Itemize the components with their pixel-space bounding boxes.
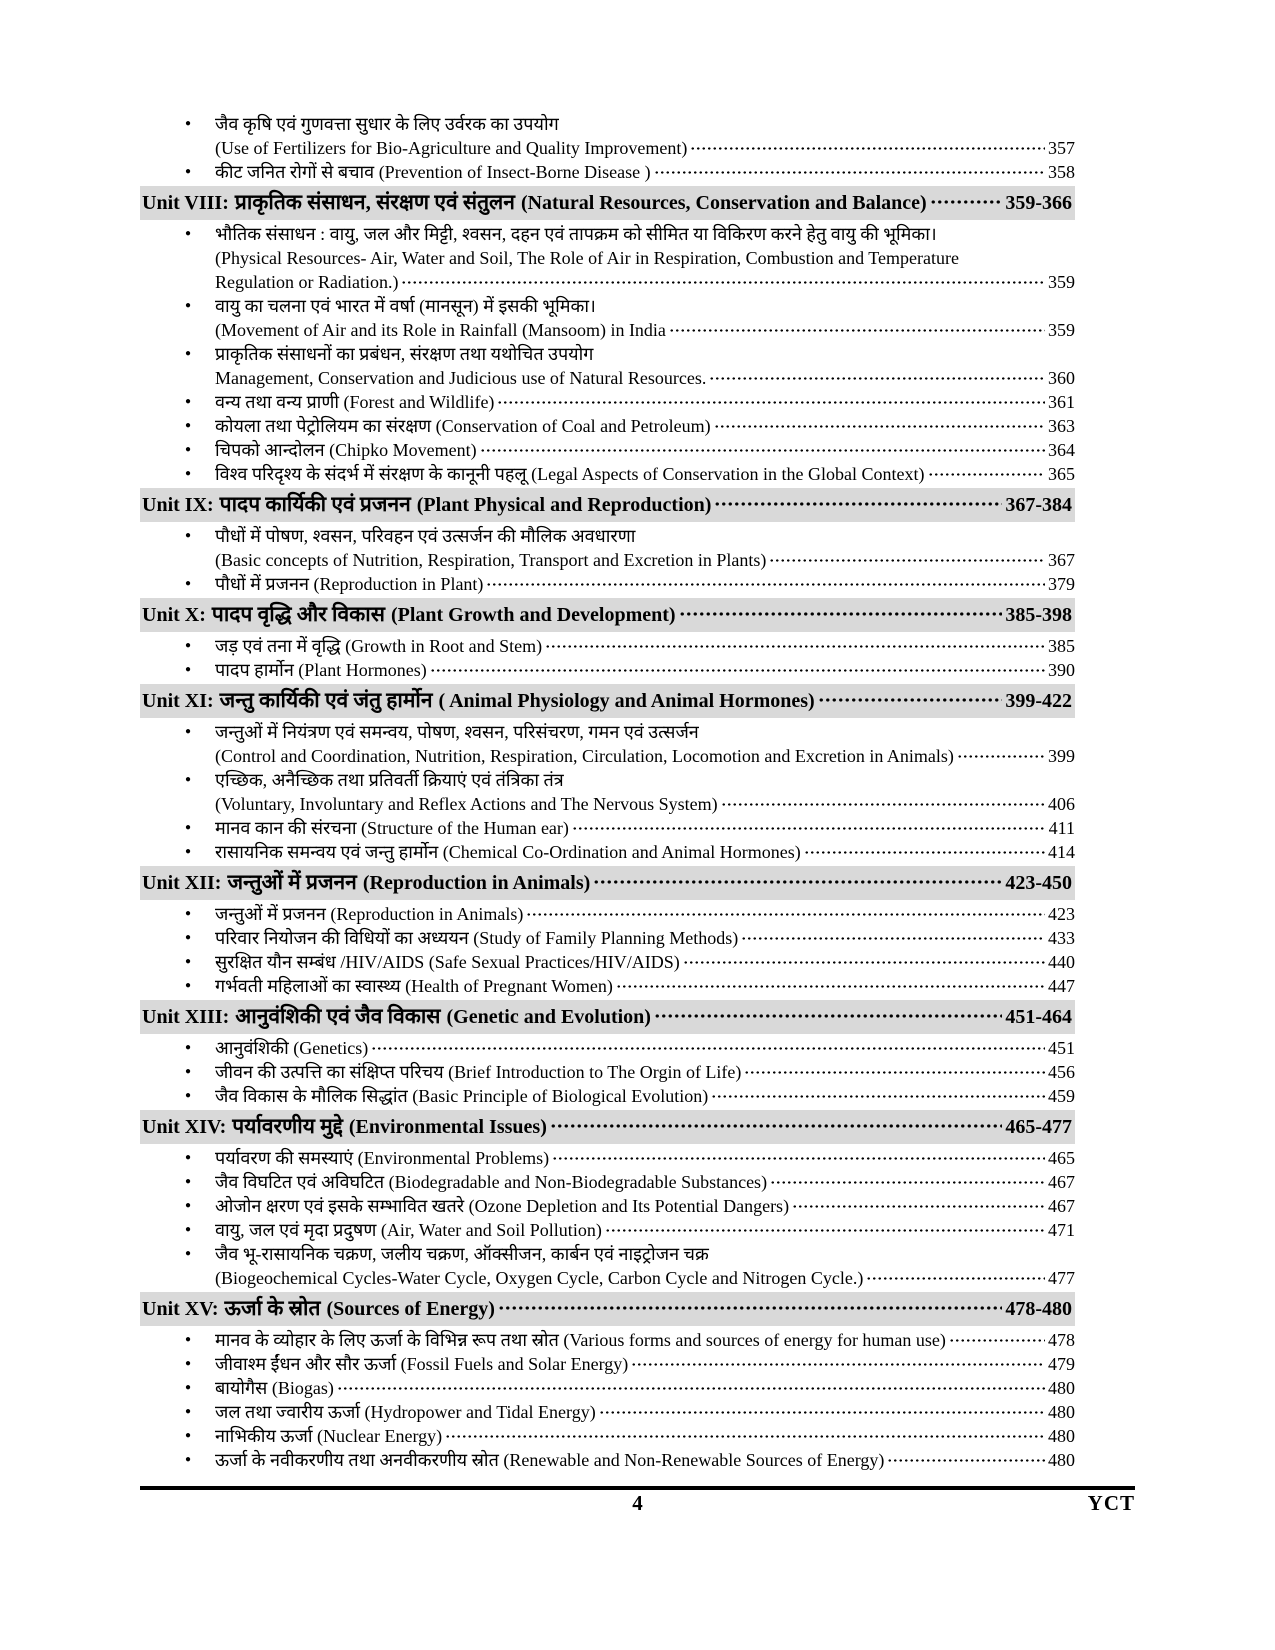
unit-title-english: (Reproduction in Animals) — [362, 872, 591, 894]
unit-page-range: 385-398 — [1005, 604, 1072, 626]
item-text: वायु, जल एवं मृदा प्रदुषण (Air, Water and Soil Pollution) — [215, 1220, 602, 1240]
unit-title-english: (Natural Resources, Conservation and Balance) — [520, 192, 927, 214]
item-text: पादप हार्मोन (Plant Hormones) — [215, 660, 427, 680]
item-text: जीवन की उत्पत्ति का संक्षिप्त परिचय (Brief Introduction to The Orgin of Life) — [215, 1062, 742, 1082]
unit-page-range: 399-422 — [1005, 690, 1072, 712]
bullet-icon: ● — [185, 1152, 192, 1163]
toc-item — [140, 1218, 1075, 1242]
toc-item — [140, 1400, 1075, 1424]
item-row — [215, 462, 1075, 486]
unit-heading — [140, 186, 1075, 220]
toc-item — [140, 438, 1075, 462]
bullet-icon: ● — [185, 664, 192, 675]
bullet-icon: ● — [185, 1430, 192, 1441]
dot-leader — [552, 1148, 1045, 1164]
item-text: जीवाश्म ईंधन और सौर ऊर्जा (Fossil Fuels and Solar Energy) — [215, 1354, 629, 1374]
bullet-icon: ● — [185, 1248, 192, 1259]
dot-leader — [337, 1378, 1045, 1394]
unit-heading — [140, 488, 1075, 522]
dot-leader — [545, 636, 1045, 652]
item-text: वन्य तथा वन्य प्राणी (Forest and Wildlife) — [215, 392, 495, 412]
bullet-icon: ● — [185, 846, 192, 857]
item-line-hindi: एच्छिक, अनैच्छिक तथा प्रतिवर्ती क्रियाएं एवं तंत्रिका तंत्र — [215, 770, 564, 790]
item-text: गर्भवती महिलाओं का स्वास्थ्य (Health of Pregnant Women) — [215, 976, 613, 996]
unit-heading — [140, 1292, 1075, 1326]
item-text: बायोगैस (Biogas) — [215, 1378, 334, 1398]
bullet-icon: ● — [185, 1066, 192, 1077]
dot-leader — [683, 952, 1045, 968]
page-number: 361 — [1048, 392, 1075, 412]
bullet-icon: ● — [185, 420, 192, 431]
toc-item — [140, 720, 1075, 768]
toc-item — [140, 1376, 1075, 1400]
unit-title-english: (Environmental Issues) — [348, 1116, 547, 1138]
toc-item — [140, 222, 1075, 294]
page-number: 379 — [1048, 574, 1075, 594]
dot-leader — [949, 1330, 1045, 1346]
dot-leader — [769, 550, 1045, 566]
item-text: परिवार नियोजन की विधियों का अध्ययन (Study of Family Planning Methods) — [215, 928, 739, 948]
item-text: मानव कान की संरचना (Structure of the Human ear) — [215, 818, 569, 838]
unit-title-english: ( Animal Physiology and Animal Hormones) — [438, 690, 815, 712]
item-row — [215, 1084, 1075, 1108]
dot-leader — [430, 660, 1045, 676]
unit-label: Unit IX: — [142, 494, 214, 516]
item-text: (Voluntary, Involuntary and Reflex Actions and The Nervous System) — [215, 794, 718, 814]
item-text: जड़ एवं तना में वृद्धि (Growth in Root and Stem) — [215, 636, 543, 656]
bullet-icon: ● — [185, 932, 192, 943]
dot-leader — [709, 368, 1045, 384]
dot-leader — [928, 464, 1046, 480]
page-number: 364 — [1048, 440, 1075, 460]
toc-item — [140, 294, 1075, 342]
unit-page-range: 367-384 — [1005, 494, 1072, 516]
unit-label: Unit VIII: — [142, 192, 229, 214]
item-row — [215, 572, 1075, 596]
item-row — [215, 318, 1075, 342]
item-text: कोयला तथा पेट्रोलियम का संरक्षण (Conservation of Coal and Petroleum) — [215, 416, 711, 436]
page-number: 467 — [1048, 1172, 1075, 1192]
page-number: 367 — [1048, 550, 1075, 570]
item-row — [215, 816, 1075, 840]
footer-page-number: 4 — [632, 1491, 643, 1515]
bullet-icon: ● — [185, 300, 192, 311]
toc-item — [140, 572, 1075, 596]
dot-leader — [804, 842, 1045, 858]
item-text: पौधों में प्रजनन (Reproduction in Plant) — [215, 574, 484, 594]
item-text: (Basic concepts of Nutrition, Respiration, Transport and Excretion in Plants) — [215, 550, 767, 570]
item-row — [215, 438, 1075, 462]
item-row — [215, 1352, 1075, 1376]
bullet-icon: ● — [185, 1224, 192, 1235]
bullet-icon: ● — [185, 1090, 192, 1101]
page-footer — [140, 1486, 1135, 1524]
dot-leader — [818, 689, 1003, 707]
dot-leader — [605, 1220, 1045, 1236]
bullet-icon: ● — [185, 1042, 192, 1053]
item-text: चिपको आन्दोलन (Chipko Movement) — [215, 440, 477, 460]
page-number: 385 — [1048, 636, 1075, 656]
dot-leader — [631, 1354, 1045, 1370]
dot-leader — [930, 191, 1003, 209]
toc-item — [140, 974, 1075, 998]
page-number: 480 — [1048, 1450, 1075, 1470]
item-text: नाभिकीय ऊर्जा (Nuclear Energy) — [215, 1426, 443, 1446]
page-number: 423 — [1048, 904, 1075, 924]
unit-title-hindi: आनुवंशिकी एवं जैव विकास — [235, 1004, 441, 1028]
item-line-hindi: पौधों में पोषण, श्वसन, परिवहन एवं उत्सर्जन की मौलिक अवधारणा — [215, 526, 636, 546]
page-number: 414 — [1048, 842, 1075, 862]
toc-item — [140, 524, 1075, 572]
item-text: (Biogeochemical Cycles-Water Cycle, Oxygen Cycle, Carbon Cycle and Nitrogen Cycle.) — [215, 1268, 864, 1288]
bullet-icon: ● — [185, 118, 192, 129]
toc-item — [140, 658, 1075, 682]
page-number: 467 — [1048, 1196, 1075, 1216]
item-row — [215, 902, 1075, 926]
toc-item — [140, 342, 1075, 390]
toc-item — [140, 1424, 1075, 1448]
page-number: 477 — [1048, 1268, 1075, 1288]
toc-item — [140, 902, 1075, 926]
item-line-hindi: वायु का चलना एवं भारत में वर्षा (मानसून) में इसकी भूमिका। — [215, 296, 596, 316]
item-line-hindi: जन्तुओं में नियंत्रण एवं समन्वय, पोषण, श्वसन, परिसंचरण, गमन एवं उत्सर्जन — [215, 722, 699, 742]
dot-leader — [741, 928, 1045, 944]
bullet-icon: ● — [185, 444, 192, 455]
bullet-icon: ● — [185, 980, 192, 991]
unit-title-hindi: पादप वृद्धि और विकास — [211, 602, 385, 626]
item-text: Regulation or Radiation.) — [215, 272, 399, 292]
unit-title-hindi: पर्यावरणीय मुद्दे — [232, 1114, 343, 1138]
item-row — [215, 744, 1075, 768]
item-text: जैव विघटित एवं अविघटित (Biodegradable and Non-Biodegradable Substances) — [215, 1172, 768, 1192]
toc-item — [140, 462, 1075, 486]
page-number: 456 — [1048, 1062, 1075, 1082]
bullet-icon: ● — [185, 1406, 192, 1417]
bullet-icon: ● — [185, 1334, 192, 1345]
item-row — [215, 1218, 1075, 1242]
toc-item — [140, 1328, 1075, 1352]
page-number: 478 — [1048, 1330, 1075, 1350]
unit-title-hindi: जन्तुओं में प्रजनन — [227, 870, 357, 894]
item-row — [215, 414, 1075, 438]
dot-leader — [770, 1172, 1045, 1188]
toc-item — [140, 1060, 1075, 1084]
bullet-icon: ● — [185, 908, 192, 919]
dot-leader — [792, 1196, 1045, 1212]
dot-leader — [714, 493, 1002, 511]
item-text: पर्यावरण की समस्याएं (Environmental Problems) — [215, 1148, 550, 1168]
item-text: विश्व परिदृश्य के संदर्भ में संरक्षण के कानूनी पहलू (Legal Aspects of Conservation in the Global Context) — [215, 464, 925, 484]
item-text: कीट जनित रोगों से बचाव (Prevention of Insect-Borne Disease ) — [215, 162, 651, 182]
unit-page-range: 478-480 — [1005, 1298, 1072, 1320]
toc-item — [140, 950, 1075, 974]
unit-label: Unit XIII: — [142, 1006, 230, 1028]
unit-heading — [140, 598, 1075, 632]
dot-leader — [654, 162, 1045, 178]
page-number: 411 — [1048, 818, 1075, 838]
toc-item — [140, 1352, 1075, 1376]
page-number: 440 — [1048, 952, 1075, 972]
toc-item — [140, 768, 1075, 816]
unit-page-range: 423-450 — [1005, 872, 1072, 894]
item-row — [215, 1194, 1075, 1218]
page-number: 480 — [1048, 1378, 1075, 1398]
dot-leader — [887, 1450, 1045, 1466]
unit-label: Unit X: — [142, 604, 206, 626]
item-row — [215, 1266, 1075, 1290]
page-number: 360 — [1048, 368, 1075, 388]
toc-item — [140, 1146, 1075, 1170]
unit-heading — [140, 1110, 1075, 1144]
dot-leader — [550, 1115, 1002, 1133]
item-line-english: (Physical Resources- Air, Water and Soil, The Role of Air in Respiration, Combustion and Temperature — [215, 248, 959, 268]
page-number: 447 — [1048, 976, 1075, 996]
unit-page-range: 359-366 — [1005, 192, 1072, 214]
bullet-icon: ● — [185, 530, 192, 541]
item-row — [215, 366, 1075, 390]
dot-leader — [957, 746, 1045, 762]
page-number: 359 — [1048, 272, 1075, 292]
unit-title-hindi: पादप कार्यिकी एवं प्रजनन — [219, 492, 411, 516]
page-number: 471 — [1048, 1220, 1075, 1240]
dot-leader — [711, 1086, 1045, 1102]
bullet-icon: ● — [185, 1382, 192, 1393]
item-row — [215, 950, 1075, 974]
bullet-icon: ● — [185, 956, 192, 967]
toc-item — [140, 1036, 1075, 1060]
item-row — [215, 136, 1075, 160]
item-line-hindi: जैव भू-रासायनिक चक्रण, जलीय चक्रण, ऑक्सीजन, कार्बन एवं नाइट्रोजन चक्र — [215, 1244, 709, 1264]
page-number: 390 — [1048, 660, 1075, 680]
page-number: 480 — [1048, 1426, 1075, 1446]
dot-leader — [486, 574, 1045, 590]
dot-leader — [714, 416, 1045, 432]
toc-item — [140, 1242, 1075, 1290]
dot-leader — [599, 1402, 1045, 1418]
dot-leader — [866, 1268, 1045, 1284]
unit-label: Unit XI: — [142, 690, 214, 712]
item-text: जैव विकास के मौलिक सिद्धांत (Basic Principle of Biological Evolution) — [215, 1086, 709, 1106]
item-row — [215, 1448, 1075, 1472]
dot-leader — [445, 1426, 1045, 1442]
toc-item — [140, 1194, 1075, 1218]
item-row — [215, 1328, 1075, 1352]
dot-leader — [526, 904, 1045, 920]
item-text: Management, Conservation and Judicious use of Natural Resources. — [215, 368, 707, 388]
item-row — [215, 792, 1075, 816]
item-text: ओजोन क्षरण एवं इसके सम्भावित खतरे (Ozone Depletion and Its Potential Dangers) — [215, 1196, 790, 1216]
item-row — [215, 1376, 1075, 1400]
toc-item — [140, 1084, 1075, 1108]
toc-item — [140, 816, 1075, 840]
page-number: 479 — [1048, 1354, 1075, 1374]
toc-item — [140, 926, 1075, 950]
unit-title-english: (Plant Growth and Development) — [390, 604, 676, 626]
dot-leader — [572, 818, 1046, 834]
bullet-icon: ● — [185, 228, 192, 239]
unit-heading — [140, 684, 1075, 718]
item-text: आनुवंशिकी (Genetics) — [215, 1038, 369, 1058]
dot-leader — [690, 138, 1045, 154]
bullet-icon: ● — [185, 822, 192, 833]
item-row — [215, 390, 1075, 414]
item-text: मानव के व्योहार के लिए ऊर्जा के विभिन्न रूप तथा स्रोत (Various forms and sources of energy for human use) — [215, 1330, 946, 1350]
page-number: 459 — [1048, 1086, 1075, 1106]
item-row — [215, 1424, 1075, 1448]
item-row — [215, 840, 1075, 864]
dot-leader — [593, 871, 1002, 889]
unit-page-range: 465-477 — [1005, 1116, 1072, 1138]
bullet-icon: ● — [185, 774, 192, 785]
item-row — [215, 1400, 1075, 1424]
item-line-hindi: प्राकृतिक संसाधनों का प्रबंधन, संरक्षण तथा यथोचित उपयोग — [215, 344, 594, 364]
item-row — [215, 1036, 1075, 1060]
bullet-icon: ● — [185, 1454, 192, 1465]
unit-heading — [140, 1000, 1075, 1034]
item-row — [215, 1060, 1075, 1084]
page-number: 358 — [1048, 162, 1075, 182]
unit-label: Unit XII: — [142, 872, 222, 894]
page-number: 451 — [1048, 1038, 1075, 1058]
page-number: 406 — [1048, 794, 1075, 814]
unit-title-hindi: जन्तु कार्यिकी एवं जंतु हार्मोन — [219, 688, 433, 712]
toc-item — [140, 1170, 1075, 1194]
unit-page-range: 451-464 — [1005, 1006, 1072, 1028]
bullet-icon: ● — [185, 726, 192, 737]
bullet-icon: ● — [185, 1358, 192, 1369]
item-line-hindi: भौतिक संसाधन : वायु, जल और मिट्टी, श्वसन, दहन एवं तापक्रम को सीमित या विकिरण करने हेतु वायु की भूमिका। — [215, 224, 937, 244]
toc-item — [140, 390, 1075, 414]
bullet-icon: ● — [185, 578, 192, 589]
toc-item — [140, 1448, 1075, 1472]
item-text: जल तथा ज्वारीय ऊर्जा (Hydropower and Tidal Energy) — [215, 1402, 596, 1422]
dot-leader — [616, 976, 1045, 992]
item-row — [215, 926, 1075, 950]
unit-label: Unit XV: — [142, 1298, 219, 1320]
item-row — [215, 1146, 1075, 1170]
toc-item — [140, 160, 1075, 184]
dot-leader — [497, 392, 1045, 408]
item-row — [215, 548, 1075, 572]
unit-heading — [140, 866, 1075, 900]
item-row — [215, 160, 1075, 184]
dot-leader — [669, 320, 1045, 336]
dot-leader — [480, 440, 1045, 456]
unit-title-english: (Plant Physical and Reproduction) — [416, 494, 712, 516]
bullet-icon: ● — [185, 1200, 192, 1211]
page-number: 465 — [1048, 1148, 1075, 1168]
unit-title-english: (Genetic and Evolution) — [446, 1006, 651, 1028]
item-row — [215, 634, 1075, 658]
bullet-icon: ● — [185, 396, 192, 407]
dot-leader — [721, 794, 1045, 810]
dot-leader — [654, 1005, 1002, 1023]
item-line-hindi: जैव कृषि एवं गुणवत्ता सुधार के लिए उर्वरक का उपयोग — [215, 114, 559, 134]
bullet-icon: ● — [185, 468, 192, 479]
item-row — [215, 270, 1075, 294]
bullet-icon: ● — [185, 1176, 192, 1187]
dot-leader — [679, 603, 1003, 621]
toc-item — [140, 414, 1075, 438]
item-text: (Control and Coordination, Nutrition, Respiration, Circulation, Locomotion and Excretion in Animals) — [215, 746, 954, 766]
item-text: (Movement of Air and its Role in Rainfall (Mansoom) in India — [215, 320, 666, 340]
item-text: जन्तुओं में प्रजनन (Reproduction in Animals) — [215, 904, 524, 924]
page-number: 433 — [1048, 928, 1075, 948]
item-text: (Use of Fertilizers for Bio-Agriculture and Quality Improvement) — [215, 138, 688, 158]
toc-item — [140, 634, 1075, 658]
item-text: सुरक्षित यौन सम्बंध /HIV/AIDS (Safe Sexual Practices/HIV/AIDS) — [215, 952, 680, 972]
bullet-icon: ● — [185, 348, 192, 359]
item-text: ऊर्जा के नवीकरणीय तथा अनवीकरणीय स्रोत (Renewable and Non-Renewable Sources of Energy) — [215, 1450, 885, 1470]
unit-title-hindi: प्राकृतिक संसाधन, संरक्षण एवं संतुलन — [234, 190, 515, 214]
item-row — [215, 658, 1075, 682]
item-row — [215, 974, 1075, 998]
dot-leader — [744, 1062, 1045, 1078]
page-number: 365 — [1048, 464, 1075, 484]
toc-item — [140, 112, 1075, 160]
item-text: रासायनिक समन्वय एवं जन्तु हार्मोन (Chemical Co-Ordination and Animal Hormones) — [215, 842, 801, 862]
page-number: 399 — [1048, 746, 1075, 766]
page-number: 359 — [1048, 320, 1075, 340]
bullet-icon: ● — [185, 166, 192, 177]
footer-brand: YCT — [1087, 1491, 1135, 1515]
toc-list — [140, 112, 1075, 1472]
page-number: 357 — [1048, 138, 1075, 158]
unit-label: Unit XIV: — [142, 1116, 227, 1138]
page-number: 363 — [1048, 416, 1075, 436]
bullet-icon: ● — [185, 640, 192, 651]
toc-item — [140, 840, 1075, 864]
page-number: 480 — [1048, 1402, 1075, 1422]
dot-leader — [498, 1297, 1002, 1315]
unit-title-hindi: ऊर्जा के स्रोत — [224, 1296, 321, 1320]
unit-title-english: (Sources of Energy) — [326, 1298, 495, 1320]
dot-leader — [401, 272, 1045, 288]
dot-leader — [371, 1038, 1045, 1054]
item-row — [215, 1170, 1075, 1194]
